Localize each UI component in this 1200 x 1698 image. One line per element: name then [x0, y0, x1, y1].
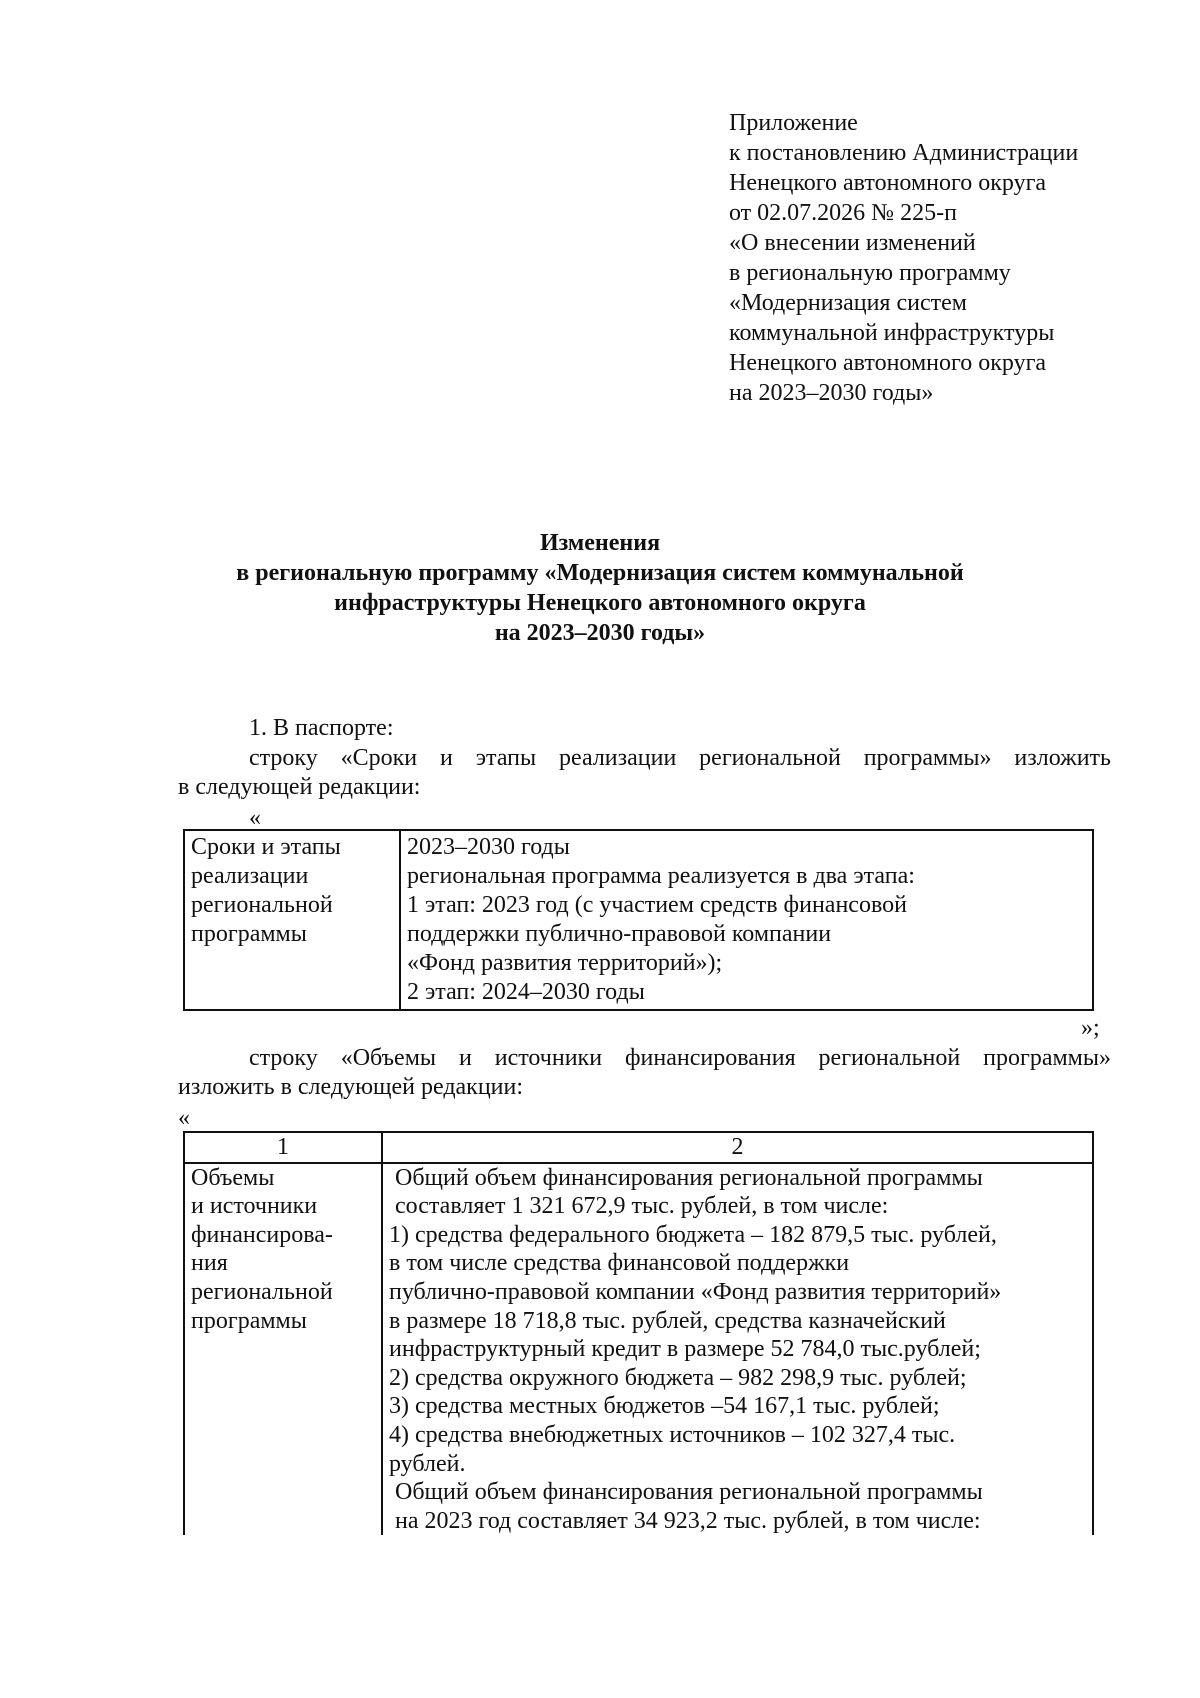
table-cell-label: Объемы и источники финансирова- ния региональной программы: [184, 1163, 382, 1536]
intro1-line2: в следующей редакции:: [178, 774, 421, 800]
appendix-line: от 02.07.2026 № 225-п: [729, 200, 957, 226]
appendix-line: к постановлению Администрации: [729, 140, 1079, 166]
title-line: инфраструктуры Ненецкого автономного округа: [334, 590, 866, 616]
table-cell-label: Сроки и этапы реализации региональной программы: [184, 830, 400, 1010]
appendix-line: коммунальной инфраструктуры: [729, 320, 1055, 346]
intro2-line2: изложить в следующей редакции:: [178, 1074, 524, 1100]
open-quote: «: [249, 805, 261, 831]
title-line: на 2023–2030 годы»: [494, 620, 706, 646]
appendix-line: Ненецкого автономного округа: [729, 170, 1047, 196]
close-quote: »;: [1081, 1015, 1100, 1041]
appendix-line: на 2023–2030 годы»: [729, 380, 934, 406]
table-header-row: [184, 1132, 1093, 1163]
deadlines-table: [183, 829, 1094, 1011]
table-row: [184, 830, 1093, 1010]
open-quote-2: «: [178, 1105, 190, 1131]
appendix-line: «Модернизация систем: [729, 290, 967, 316]
table-cell-value: Общий объем финансирования региональной программы составляет 1 321 672,9 тыс. рублей, в том числе: 1) средства федерального бюджета – 182 879,5 тыс. рублей, в том числе средства финансовой поддержки публично-правовой компании «Фонд развития территорий» в размере 18 718,8 тыс. рублей, средства казначейский инфраструктурный кредит в размере 52 784,0 тыс.рублей; 2) средства окружного бюджета – 982 298,9 тыс. рублей; 3) средства местных бюджетов –54 167,1 тыс. рублей; 4) средства внебюджетных источников – 102 327,4 тыс. рублей. Общий объем финансирования региональной программы на 2023 год составляет 34 923,2 тыс. рублей, в том числе:: [382, 1163, 1093, 1536]
table-row: [184, 1163, 1093, 1536]
table-header-cell: 2: [382, 1132, 1093, 1163]
section-heading: 1. В паспорте:: [249, 715, 394, 741]
title-line: Изменения: [539, 530, 661, 556]
appendix-line: в региональную программу: [729, 260, 1011, 286]
table-header-cell: 1: [184, 1132, 382, 1163]
intro1-line1: строку «Сроки и этапы реализации региональной программы» изложить: [249, 745, 1111, 771]
appendix-block: [729, 108, 1169, 408]
appendix-line: Ненецкого автономного округа: [729, 350, 1047, 376]
document-title: [150, 528, 1050, 648]
appendix-line: Приложение: [729, 110, 858, 136]
financing-table: [183, 1131, 1094, 1535]
intro2-line1: строку «Объемы и источники финансирования региональной программы»: [249, 1045, 1111, 1071]
appendix-line: «О внесении изменений: [729, 230, 976, 256]
table-cell-value: 2023–2030 годы региональная программа реализуется в два этапа: 1 этап: 2023 год (с участием средств финансовой поддержки публично-правовой компании «Фонд развития территорий»); 2 этап: 2024–2030 годы: [400, 830, 1093, 1010]
title-line: в региональную программу «Модернизация систем коммунальной: [236, 560, 964, 586]
